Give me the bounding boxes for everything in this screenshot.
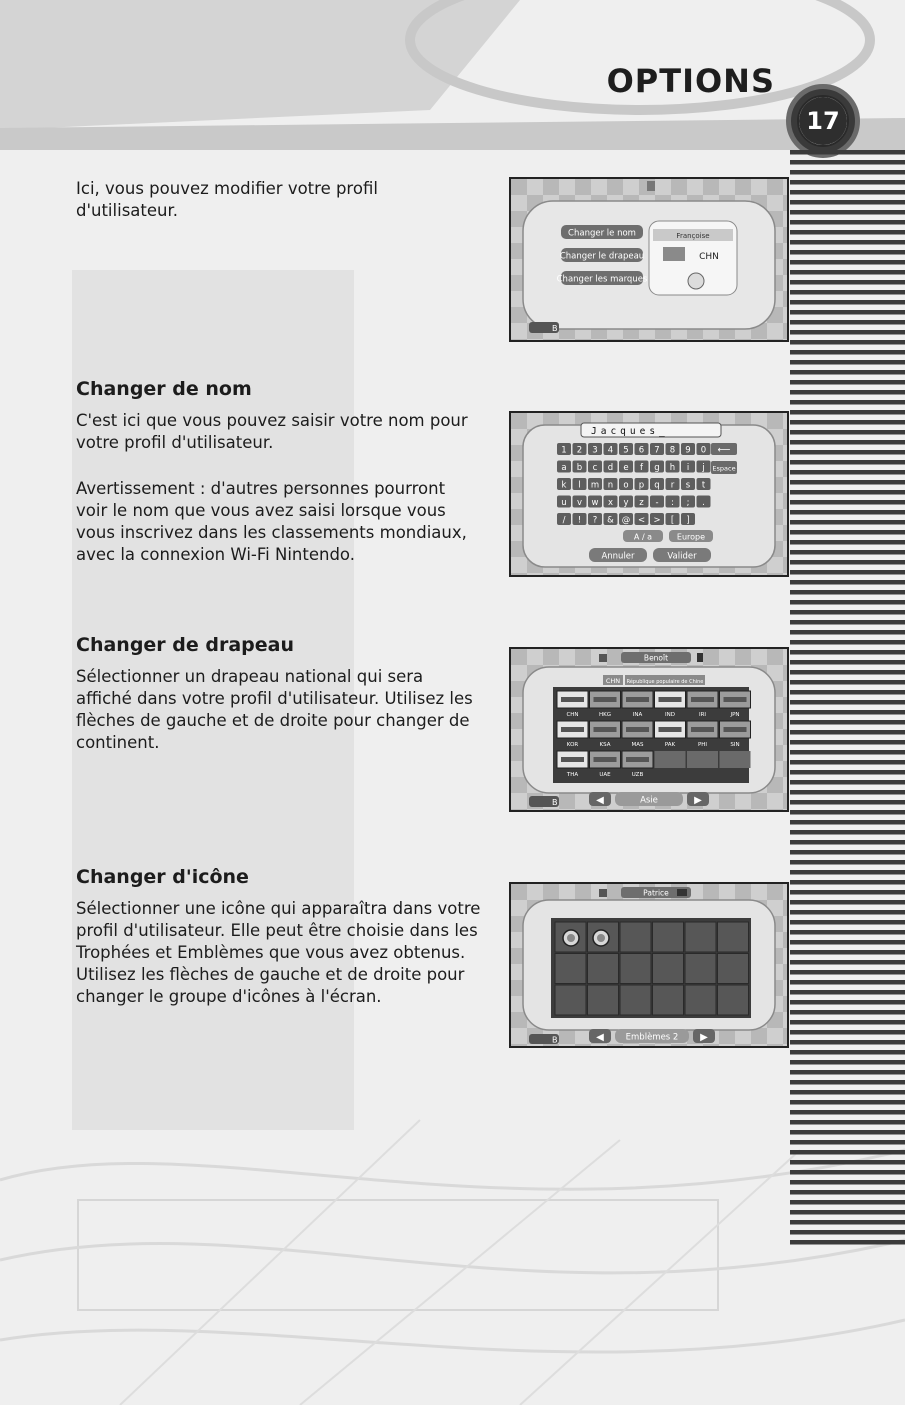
checker-tile	[767, 573, 783, 575]
keyboard-key-label: 4	[607, 445, 614, 456]
back-button-label: B	[552, 1035, 558, 1045]
checker-tile	[511, 413, 527, 429]
checker-tile	[783, 429, 787, 445]
name-line: C'est ici que vous pouvez saisir votre nom pour	[76, 411, 468, 430]
checker-tile	[543, 339, 559, 340]
checker-tile	[575, 1044, 591, 1046]
icon-slot[interactable]	[718, 954, 749, 984]
keyboard-key-label: y	[623, 497, 629, 508]
flag-icon	[663, 247, 685, 261]
keyboard-key-label: v	[576, 497, 583, 508]
name-line: avec la connexion Wi-Fi Nintendo.	[76, 545, 355, 564]
checker-tile	[671, 573, 687, 575]
checker-tile	[783, 323, 787, 339]
avatar	[599, 889, 607, 897]
keyboard-key-label: 9	[685, 445, 691, 456]
name-input-value: Jacques_	[591, 426, 669, 437]
space-key-label: Espace	[712, 464, 736, 473]
keyboard-key-label: 0	[700, 445, 707, 456]
flag-icon	[697, 653, 703, 662]
checker-tile	[607, 649, 623, 665]
flag-icon	[626, 757, 649, 762]
keyboard-key-label: f	[640, 462, 643, 473]
keyboard-key-label: :	[671, 497, 674, 508]
checker-tile	[767, 809, 783, 810]
checker-tile	[735, 339, 751, 340]
flag-icon	[561, 727, 584, 732]
continent-label: Asie	[640, 795, 658, 806]
checker-tile	[783, 697, 787, 713]
icon-line: Utilisez les flèches de gauche et de droite pour	[76, 965, 465, 984]
flag-code-label: CHN	[566, 712, 579, 718]
icon-slot[interactable]	[588, 985, 619, 1015]
keyboard-key-label: @	[621, 515, 631, 526]
keyboard-key-label: g	[654, 462, 660, 473]
checker-tile	[575, 884, 591, 900]
flag-icon	[677, 889, 687, 896]
intro-paragraph	[76, 178, 378, 222]
keyboard-key-label: 1	[561, 445, 567, 456]
icons-screen	[509, 882, 789, 1048]
keyboard-key-label: r	[670, 480, 675, 491]
section-title: OPTIONS	[606, 62, 775, 100]
icon-slot[interactable]	[620, 954, 651, 984]
keyboard-key-label: u	[561, 497, 567, 508]
checker-tile	[511, 339, 527, 340]
keyboard-key-label: t	[701, 480, 706, 491]
flag-icon	[594, 757, 617, 762]
checker-tile	[671, 1044, 687, 1046]
left-arrow-icon: ◀	[596, 1032, 604, 1043]
checker-tile	[735, 884, 751, 900]
checker-tile	[783, 525, 787, 541]
checker-tile	[783, 665, 787, 681]
checker-tile	[735, 649, 751, 665]
flag-icon	[724, 697, 747, 702]
keyboard-key-label: /	[562, 515, 566, 526]
keyboard-key-label: d	[607, 462, 614, 473]
checker-tile	[575, 649, 591, 665]
checker-tile	[703, 339, 719, 340]
icon-slot[interactable]	[718, 985, 749, 1015]
section-heading-icon: Changer d'icône	[76, 866, 249, 888]
keyboard-key-label: w	[591, 497, 599, 508]
confirm-button-label: Valider	[667, 551, 697, 562]
checker-tile	[607, 179, 623, 195]
flag-line: continent.	[76, 733, 160, 752]
checker-tile	[703, 1044, 719, 1046]
checker-tile	[607, 1044, 623, 1046]
checker-tile	[783, 996, 787, 1012]
checker-tile	[735, 179, 751, 195]
checker-tile	[783, 964, 787, 980]
checker-tile	[719, 793, 735, 809]
keyboard-key-label: b	[576, 462, 583, 473]
icon-slot[interactable]	[685, 954, 716, 984]
checker-tile	[767, 179, 783, 195]
player-name: Patrice	[643, 888, 669, 898]
icon-line: Sélectionner une icône qui apparaîtra dans votre	[76, 899, 481, 918]
flag-icon	[724, 727, 747, 732]
checker-tile	[703, 179, 719, 195]
empty-flag-slot	[687, 751, 718, 768]
checker-tile	[783, 461, 787, 477]
keyboard-key-label: 8	[669, 445, 676, 456]
checker-tile	[703, 649, 719, 665]
checker-tile	[735, 573, 751, 575]
checker-tile	[607, 339, 623, 340]
flag-code-label: UZB	[631, 772, 644, 778]
icon-slot[interactable]	[718, 922, 749, 952]
flags-screen	[509, 647, 789, 812]
keyboard-key-label: 5	[623, 445, 629, 456]
keyboard-key-label: ;	[686, 497, 690, 508]
icon-line: profil d'utilisateur. Elle peut être choisie dans les	[76, 921, 478, 940]
checker-tile	[543, 573, 559, 575]
selected-country-code: CHN	[605, 677, 621, 685]
checker-tile	[767, 649, 783, 665]
profile-screen	[509, 177, 789, 342]
checker-tile	[767, 1044, 783, 1046]
flag-code-label: UAE	[599, 772, 611, 778]
checker-tile	[575, 179, 591, 195]
icon-slot[interactable]	[555, 985, 586, 1015]
keyboard-key-label: k	[561, 480, 567, 491]
icon-paragraph	[76, 898, 480, 1008]
checker-tile	[703, 884, 719, 900]
icon-slot[interactable]	[685, 922, 716, 952]
keyboard-key-label: i	[686, 462, 690, 473]
trophy-icon	[688, 273, 704, 289]
flag-icon	[626, 697, 649, 702]
keyboard-key-label: .	[702, 497, 705, 508]
intro-line: d'utilisateur.	[76, 201, 178, 220]
flag-code-label: HKG	[598, 712, 612, 718]
checker-tile	[671, 809, 687, 810]
checker-tile	[735, 809, 751, 810]
checker-tile	[511, 179, 527, 195]
checker-tile	[639, 339, 655, 340]
empty-flag-slot	[720, 751, 751, 768]
flag-icon	[659, 727, 682, 732]
flag-line: affiché dans votre profil d'utilisateur. Utilisez les	[76, 689, 473, 708]
icon-line: Trophées et Emblèmes que vous avez obtenus.	[76, 943, 466, 962]
checker-tile	[783, 227, 787, 243]
keyboard-key-label: m	[590, 480, 600, 491]
checker-tile	[639, 809, 655, 810]
flag-icon	[659, 697, 682, 702]
checker-tile	[783, 932, 787, 948]
checker-tile	[607, 809, 623, 810]
checker-tile	[575, 809, 591, 810]
keyboard-key-label: ?	[592, 515, 598, 526]
keyboard-key-label: &	[607, 515, 614, 526]
checker-tile	[559, 793, 575, 809]
icon-slot[interactable]	[653, 985, 684, 1015]
checker-tile	[767, 884, 783, 900]
keyboard-key-label: ]	[686, 515, 690, 526]
right-arrow-icon: ▶	[700, 1032, 708, 1043]
checker-tile	[575, 573, 591, 575]
flag-code-label: INA	[632, 712, 643, 718]
icon-line: changer le groupe d'icônes à l'écran.	[76, 987, 382, 1006]
back-button-label: B	[552, 798, 558, 807]
change-flag-label: Changer le drapeau	[559, 251, 645, 262]
checker-tile	[511, 884, 527, 900]
keyboard-key-label: 3	[592, 445, 598, 456]
checker-tile	[607, 573, 623, 575]
flag-code-label: PHI	[697, 742, 708, 748]
name-line: votre profil d'utilisateur.	[76, 433, 274, 452]
flag-icon	[691, 727, 714, 732]
checker-tile	[671, 339, 687, 340]
keyboard-key-label: 7	[654, 445, 660, 456]
right-arrow-icon: ▶	[694, 795, 702, 806]
avatar	[599, 654, 607, 662]
checker-tile	[543, 649, 559, 665]
icon-group-label: Emblèmes 2	[625, 1032, 679, 1043]
player-name: Benoît	[643, 653, 669, 663]
section-heading-name: Changer de nom	[76, 378, 252, 400]
section-heading-flag: Changer de drapeau	[76, 634, 295, 656]
keyboard-key-label: j	[702, 462, 705, 473]
icon-slot[interactable]	[653, 954, 684, 984]
keyboard-key-label: !	[577, 515, 582, 526]
icon-slot[interactable]	[620, 985, 651, 1015]
keyboard-key-label: o	[623, 480, 629, 491]
flag-icon	[594, 727, 617, 732]
checker-tile	[511, 573, 527, 575]
selected-country-name: République populaire de Chine	[626, 679, 704, 685]
keyboard-key-label: a	[561, 462, 567, 473]
flag-code-label: IND	[665, 712, 675, 718]
keyboard-key-label: [	[670, 515, 675, 526]
checker-tile	[783, 557, 787, 573]
checker-tile	[783, 493, 787, 509]
icon-slot[interactable]	[685, 985, 716, 1015]
flag-code-label: SIN	[730, 742, 740, 748]
name-line: Avertissement : d'autres personnes pourront	[76, 479, 446, 498]
checker-tile	[543, 884, 559, 900]
flag-icon	[626, 727, 649, 732]
keyboard-key-label: c	[592, 462, 598, 473]
checker-tile	[783, 291, 787, 307]
checker-tile	[783, 195, 787, 211]
keyboard-key-label: e	[623, 462, 629, 473]
flag-code-label: THA	[566, 772, 579, 778]
keyboard-screen	[509, 411, 789, 577]
checker-tile	[543, 179, 559, 195]
checker-tile	[767, 339, 783, 340]
left-arrow-icon: ◀	[596, 795, 604, 806]
flag-code-label: MAS	[631, 742, 644, 748]
checker-tile	[767, 413, 783, 429]
backspace-icon: ⟵	[717, 445, 731, 456]
keyboard-key-label: -	[655, 497, 659, 508]
flag-code-label: KSA	[599, 742, 611, 748]
flag-code-label: KOR	[566, 742, 579, 748]
region-label: Europe	[676, 532, 706, 542]
flag-line: Sélectionner un drapeau national qui sera	[76, 667, 424, 686]
checker-tile	[607, 884, 623, 900]
change-name-label: Changer le nom	[568, 228, 636, 239]
keyboard-key-label: x	[607, 497, 614, 508]
keyboard-key-label: l	[578, 480, 581, 491]
change-icon-label: Changer les marques	[556, 274, 648, 285]
keyboard-key-label: s	[685, 480, 691, 491]
icon-slot[interactable]	[555, 954, 586, 984]
flag-code-label: PAK	[664, 742, 676, 748]
checker-tile	[639, 1044, 655, 1046]
checker-tile	[783, 259, 787, 275]
checker-tile	[783, 729, 787, 745]
keyboard-key-label: p	[638, 480, 645, 491]
checker-tile	[511, 649, 527, 665]
back-button-label: B	[552, 324, 558, 333]
keyboard-key-label: z	[639, 497, 644, 508]
flag-icon	[561, 757, 584, 762]
checker-tile	[671, 179, 687, 195]
checker-tile	[511, 777, 527, 793]
keyboard-key-label: >	[653, 515, 661, 526]
checker-tile	[703, 573, 719, 575]
checker-tile	[783, 761, 787, 777]
name-paragraph-1	[76, 410, 468, 454]
icon-slot[interactable]	[588, 954, 619, 984]
icon-slot[interactable]	[653, 922, 684, 952]
name-line: vous inscrivez dans les classements mondiaux,	[76, 523, 467, 542]
page-number: 17	[799, 97, 847, 145]
cancel-button-label: Annuler	[601, 551, 635, 562]
profile-card-country: CHN	[699, 252, 719, 262]
intro-line: Ici, vous pouvez modifier votre profil	[76, 179, 378, 198]
keyboard-key-label: h	[669, 462, 676, 473]
flag-icon	[561, 697, 584, 702]
checker-tile	[751, 793, 767, 809]
keyboard-key-label: 6	[638, 445, 645, 456]
keyboard-key-label: 2	[576, 445, 583, 456]
checker-tile	[511, 1044, 527, 1046]
checker-tile	[783, 1028, 787, 1044]
name-paragraph-2	[76, 478, 467, 566]
checker-tile	[783, 900, 787, 916]
checker-tile	[735, 1044, 751, 1046]
keyboard-key-label: <	[637, 515, 646, 526]
profile-card-name: Françoise	[676, 232, 710, 240]
keyboard-key-label: n	[607, 480, 614, 491]
flag-icon	[594, 697, 617, 702]
checker-tile	[783, 793, 787, 809]
flag-icon	[691, 697, 714, 702]
icon-slot[interactable]	[620, 922, 651, 952]
name-line: voir le nom que vous avez saisi lorsque vous	[76, 501, 446, 520]
flag-code-label: JPN	[730, 712, 740, 718]
keyboard-key-label: q	[654, 480, 660, 491]
checker-tile	[575, 339, 591, 340]
checker-tile	[703, 809, 719, 810]
case-toggle-label: A / a	[633, 532, 653, 542]
checker-tile	[511, 809, 527, 810]
checker-tile	[639, 573, 655, 575]
empty-flag-slot	[655, 751, 686, 768]
checker-tile	[543, 809, 559, 810]
flag-line: flèches de gauche et de droite pour changer de	[76, 711, 470, 730]
flag-code-label: IRI	[698, 712, 707, 718]
flag-paragraph	[76, 666, 473, 754]
